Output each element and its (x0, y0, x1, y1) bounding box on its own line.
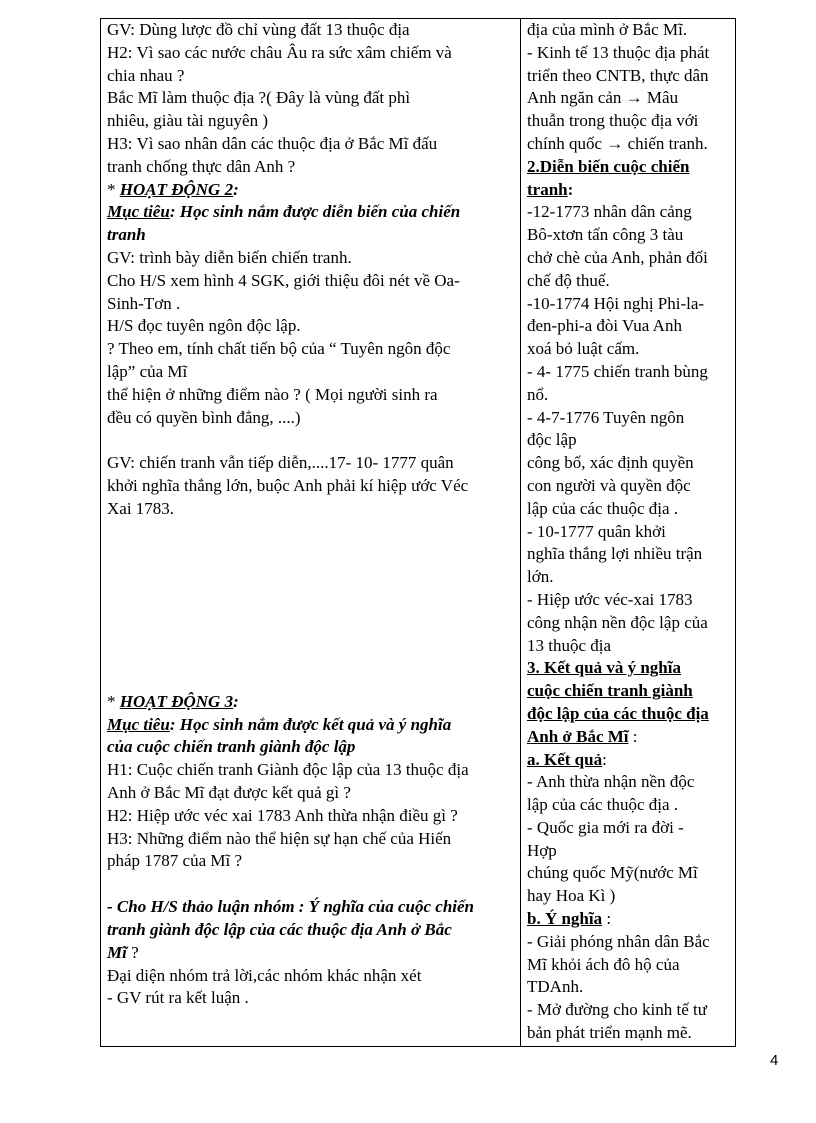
text-line: H1: Cuộc chiến tranh Giành độc lập của 13 thuộc địa (107, 760, 469, 780)
text-line: công bố, xác định quyền (527, 453, 694, 473)
lesson-table (100, 18, 736, 1047)
subsection-a-title: a. Kết quả: (527, 749, 607, 769)
activity-2-objective: Mục tiêu: Học sinh nắm được diễn biến của chiến (107, 202, 461, 222)
text-line: GV: trình bày diễn biến chiến tranh. (107, 247, 352, 267)
section-3-title-cont-1: cuộc chiến tranh giành (527, 681, 693, 701)
text-line: xoá bỏ luật cấm. (527, 339, 640, 359)
text-line: nghĩa thắng lợi nhiều trận (527, 544, 703, 564)
activity-3-heading: * HOẠT ĐỘNG 3: (107, 691, 239, 711)
text-line: triển theo CNTB, thực dân (527, 65, 709, 85)
text-line: chúng quốc Mỹ(nước Mĩ (527, 863, 698, 883)
text-line: - Quốc gia mới ra đời - (527, 817, 684, 837)
section-3-title-cont-2: độc lập của các thuộc địa (527, 703, 709, 723)
text-line: GV: Dùng lược đồ chỉ vùng đất 13 thuộc địa (107, 20, 410, 39)
text-line: bản phát triển mạnh mẽ. (527, 1023, 692, 1043)
text-line: thể hiện ở những điểm nào ? ( Mọi người sinh ra (107, 384, 438, 404)
text-line: địa của mình ở Bắc Mĩ. (527, 20, 688, 39)
text-line: Đại diện nhóm trả lời,các nhóm khác nhận xét (107, 965, 422, 985)
text-line: H3: Vì sao nhân dân các thuộc địa ở Bắc Mĩ đấu (107, 133, 438, 153)
text-line: H2: Vì sao các nước châu Âu ra sức xâm chiếm và (107, 42, 452, 62)
text-line: - GV rút ra kết luận . (107, 988, 249, 1008)
text-line: - Giải phóng nhân dân Bắc (527, 931, 710, 951)
text-line: TDAnh. (527, 977, 584, 997)
text-line: Bắc Mĩ làm thuộc địa ?( Đây là vùng đất phì (107, 88, 411, 108)
intro-questions (107, 19, 515, 179)
text-line: con người và quyền độc (527, 475, 691, 495)
discussion-conclusion (107, 965, 515, 1011)
text-line: lập của các thuộc địa . (527, 498, 679, 518)
column-divider (520, 19, 521, 1046)
group-discussion-line-2: tranh giành độc lập của các thuộc địa Anh ở Bắc (107, 919, 452, 939)
text-line: pháp 1787 của Mĩ ? (107, 851, 243, 871)
text-line: - Anh thừa nhận nền độc (527, 772, 695, 792)
section-3-title-cont-3: Anh ở Bắc Mĩ : (527, 726, 638, 746)
text-line: công nhận nền độc lập của (527, 612, 708, 632)
text-line: Anh ngăn cản → Mâu (527, 88, 679, 108)
text-line: Anh ở Bắc Mĩ đạt được kết quả gì ? (107, 782, 351, 802)
text-line: H/S đọc tuyên ngôn độc lập. (107, 316, 301, 336)
text-line: độc lập (527, 430, 577, 450)
text-line: - Hiệp ước véc-xai 1783 (527, 589, 693, 609)
activity-3-objective-cont: của cuộc chiến tranh giành độc lập (107, 737, 356, 757)
text-line: -10-1774 Hội nghị Phi-la- (527, 293, 705, 313)
activity-3-questions (107, 759, 515, 873)
activity-2-summary (107, 452, 515, 520)
text-line: lớn. (527, 567, 554, 587)
text-line: chế độ thuế. (527, 270, 610, 290)
text-line: khởi nghĩa thắng lớn, buộc Anh phải kí hiệp ước Véc (107, 476, 469, 496)
text-line: nhiêu, giàu tài nguyên ) (107, 111, 268, 131)
text-line: Hợp (527, 840, 557, 860)
text-line: nổ. (527, 384, 549, 404)
text-line: chia nhau ? (107, 65, 185, 85)
subsection-b-title: b. Ý nghĩa : (527, 909, 612, 929)
text-line: Xai 1783. (107, 498, 175, 518)
text-line: thuẫn trong thuộc địa với (527, 111, 699, 131)
content-column (527, 19, 733, 1045)
text-line: chở chè của Anh, phản đối (527, 247, 708, 267)
text-line: đen-phi-a đòi Vua Anh (527, 316, 682, 336)
text-line: chính quốc → chiến tranh. (527, 133, 708, 153)
text-line: GV: chiến tranh vẫn tiếp diễn,....17- 10- 1777 quân (107, 453, 454, 473)
text-line: H2: Hiệp ước véc xai 1783 Anh thừa nhận điều gì ? (107, 805, 458, 825)
text-line: lập” của Mĩ (107, 361, 188, 381)
activity-2-steps (107, 247, 515, 429)
text-line: - Mở đường cho kinh tế tư (527, 1000, 707, 1020)
text-line: - Kinh tế 13 thuộc địa phát (527, 42, 710, 62)
significance-content (527, 931, 733, 1045)
text-line: - 4-7-1776 Tuyên ngôn (527, 407, 685, 427)
activity-2-objective-cont: tranh (107, 225, 146, 245)
section-2-title-cont: tranh: (527, 179, 574, 199)
text-line: -12-1773 nhân dân cảng (527, 202, 692, 222)
text-line: - 10-1777 quân khởi (527, 521, 666, 541)
text-line: Bô-xtơn tấn công 3 tàu (527, 225, 684, 245)
text-line: - 4- 1775 chiến tranh bùng (527, 361, 708, 381)
text-line: ? Theo em, tính chất tiến bộ của “ Tuyên ngôn độc (107, 339, 451, 359)
section-2-title: 2.Diễn biến cuộc chiến (527, 156, 690, 176)
activity-2-heading: * HOẠT ĐỘNG 2: (107, 179, 239, 199)
page-number: 4 (770, 1052, 779, 1069)
teacher-activities-column (107, 19, 515, 1010)
text-line: Sinh-Tơn . (107, 293, 181, 313)
war-progress-content (527, 201, 733, 657)
section-3-title: 3. Kết quả và ý nghĩa (527, 658, 681, 678)
text-line: tranh chống thực dân Anh ? (107, 156, 296, 176)
group-discussion-line-3: Mĩ ? (107, 942, 139, 962)
results-content (527, 771, 733, 908)
text-line: lập của các thuộc địa . (527, 795, 679, 815)
text-line: Cho H/S xem hình 4 SGK, giới thiệu đôi nét về Oa- (107, 270, 460, 290)
text-line: Mĩ khỏi ách đô hộ của (527, 954, 680, 974)
text-line: hay Hoa Kì ) (527, 886, 616, 906)
group-discussion-line-1: - Cho H/S thảo luận nhóm : Ý nghĩa của cuộc chiến (107, 897, 474, 917)
text-line: 13 thuộc địa (527, 635, 612, 655)
causes-content (527, 19, 733, 156)
activity-3-objective: Mục tiêu: Học sinh nắm được kết quả và ý nghĩa (107, 714, 452, 734)
text-line: đều có quyền bình đẳng, ....) (107, 407, 301, 427)
text-line: H3: Những điểm nào thể hiện sự hạn chế của Hiến (107, 828, 452, 848)
